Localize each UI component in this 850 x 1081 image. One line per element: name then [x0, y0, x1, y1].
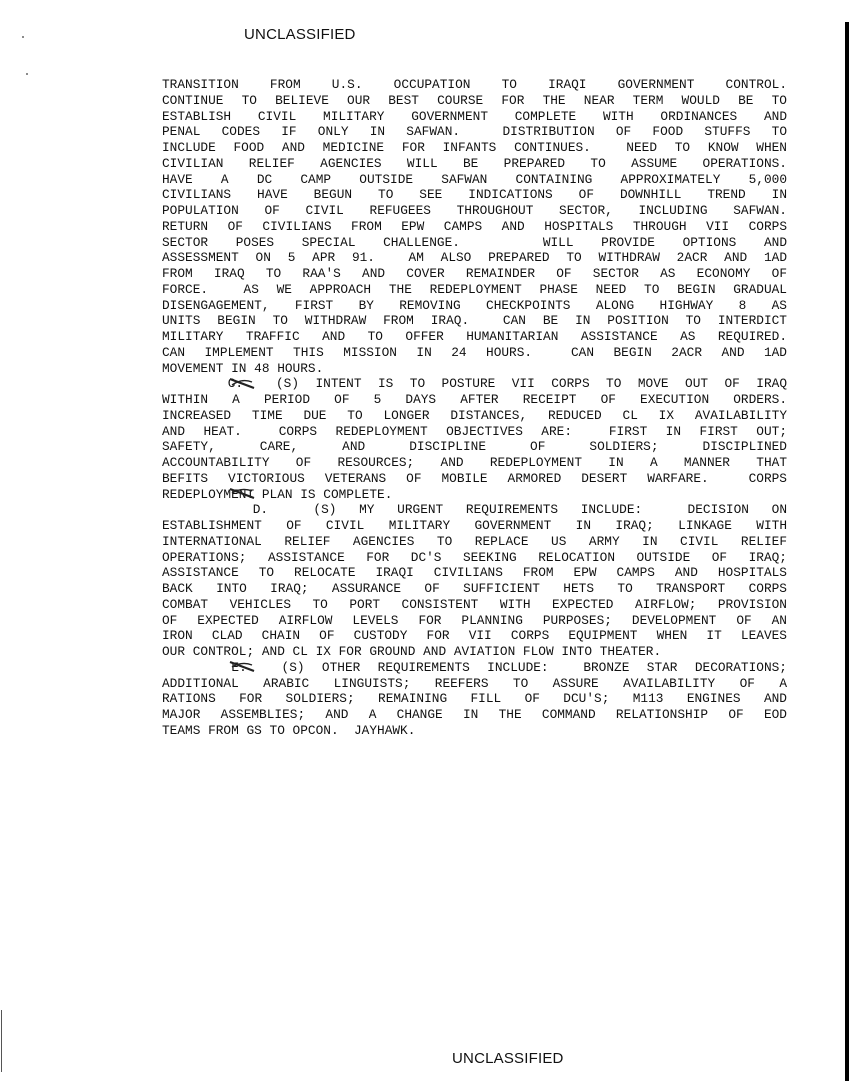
classification-marking-top: UNCLASSIFIED [244, 26, 356, 43]
body-text-line: OPERATIONS; ASSISTANCE FOR DC'S SEEKING RELOCATION OUTSIDE OF IRAQ; [162, 549, 787, 565]
body-text-line: RETURN OF CIVILIANS FROM EPW CAMPS AND HOSPITALS THROUGH VII CORPS [162, 218, 787, 234]
body-text-line: AND HEAT. CORPS REDEPLOYMENT OBJECTIVES ARE: FIRST IN FIRST OUT; [162, 423, 787, 439]
body-text-line: TEAMS FROM GS TO OPCON. JAYHAWK. [162, 722, 416, 738]
body-text-line: ASSESSMENT ON 5 APR 91. AM ALSO PREPARED TO WITHDRAW 2ACR AND 1AD [162, 250, 787, 266]
body-text-line: MILITARY TRAFFIC AND TO OFFER HUMANITARIAN ASSISTANCE AS REQUIRED. [162, 329, 787, 344]
body-text-line: D. (S) MY URGENT REQUIREMENTS INCLUDE: DECISION ON [162, 502, 787, 518]
body-text-line: OUR CONTROL; AND CL IX FOR GROUND AND AVIATION FLOW INTO THEATER. [162, 644, 662, 659]
body-text-line: ASSISTANCE TO RELOCATE IRAQI CIVILIANS FROM EPW CAMPS AND HOSPITALS [162, 565, 787, 581]
body-text-line: C. (S) INTENT IS TO POSTURE VII CORPS TO MOVE OUT OF IRAQ [162, 376, 787, 392]
redaction-strike-mark [228, 659, 258, 673]
body-text-line: HAVE A DC CAMP OUTSIDE SAFWAN CONTAINING APPROXIMATELY 5,000 [162, 171, 787, 187]
body-text-line: SECTOR POSES SPECIAL CHALLENGE. WILL PROVIDE OPTIONS AND [162, 234, 787, 250]
scan-speck [22, 36, 24, 38]
body-text-line: SAFETY, CARE, AND DISCIPLINE OF SOLDIERS; DISCIPLINED [162, 439, 787, 455]
body-text-line: REDEPLOYMENT PLAN IS COMPLETE. [162, 486, 393, 502]
body-text-line: CIVILIAN RELIEF AGENCIES WILL BE PREPARED TO ASSUME OPERATIONS. [162, 155, 787, 171]
body-text-line: IRON CLAD CHAIN OF CUSTODY FOR VII CORPS EQUIPMENT WHEN IT LEAVES [162, 628, 787, 644]
body-text-line: PENAL CODES IF ONLY IN SAFWAN. DISTRIBUTION OF FOOD STUFFS TO [162, 124, 787, 140]
body-text-line: CIVILIANS HAVE BEGUN TO SEE INDICATIONS OF DOWNHILL TREND IN [162, 187, 787, 203]
body-text-line: INTERNATIONAL RELIEF AGENCIES TO REPLACE US ARMY IN CIVIL RELIEF [162, 533, 787, 549]
page-edge-rule [845, 22, 849, 1081]
body-text-line: WITHIN A PERIOD OF 5 DAYS AFTER RECEIPT OF EXECUTION ORDERS. [162, 392, 787, 407]
body-text-line: BEFITS VICTORIOUS VETERANS OF MOBILE ARMORED DESERT WARFARE. CORPS [162, 470, 787, 486]
body-text-line: CAN IMPLEMENT THIS MISSION IN 24 HOURS. CAN BEGIN 2ACR AND 1AD [162, 344, 787, 360]
body-text-line: DISENGAGEMENT, FIRST BY REMOVING CHECKPOINTS ALONG HIGHWAY 8 AS [162, 297, 787, 313]
body-text-line: TRANSITION FROM U.S. OCCUPATION TO IRAQI GOVERNMENT CONTROL. [162, 77, 787, 92]
document-body [162, 77, 787, 739]
body-text-line: POPULATION OF CIVIL REFUGEES THROUGHOUT SECTOR, INCLUDING SAFWAN. [162, 203, 787, 218]
body-text-line: INCREASED TIME DUE TO LONGER DISTANCES, REDUCED CL IX AVAILABILITY [162, 407, 787, 423]
body-text-line: MOVEMENT IN 48 HOURS. [162, 360, 324, 376]
body-text-line: COMBAT VEHICLES TO PORT CONSISTENT WITH EXPECTED AIRFLOW; PROVISION [162, 596, 787, 612]
body-text-line: CONTINUE TO BELIEVE OUR BEST COURSE FOR THE NEAR TERM WOULD BE TO [162, 92, 787, 108]
body-text-line: E. (S) OTHER REQUIREMENTS INCLUDE: BRONZE STAR DECORATIONS; [162, 659, 787, 675]
body-text-line: OF EXPECTED AIRFLOW LEVELS FOR PLANNING PURPOSES; DEVELOPMENT OF AN [162, 612, 787, 628]
body-text-line: FROM IRAQ TO RAA'S AND COVER REMAINDER OF SECTOR AS ECONOMY OF [162, 266, 787, 281]
body-text-line: ADDITIONAL ARABIC LINGUISTS; REEFERS TO ASSURE AVAILABILITY OF A [162, 675, 787, 691]
classification-marking-bottom: UNCLASSIFIED [452, 1050, 564, 1067]
body-text-line: ESTABLISHMENT OF CIVIL MILITARY GOVERNMENT IN IRAQ; LINKAGE WITH [162, 518, 787, 533]
body-text-line: ESTABLISH CIVIL MILITARY GOVERNMENT COMPLETE WITH ORDINANCES AND [162, 108, 787, 124]
body-text-line: INCLUDE FOOD AND MEDICINE FOR INFANTS CONTINUES. NEED TO KNOW WHEN [162, 140, 787, 155]
body-text-line: FORCE. AS WE APPROACH THE REDEPLOYMENT PHASE NEED TO BEGIN GRADUAL [162, 281, 787, 297]
body-text-line: MAJOR ASSEMBLIES; AND A CHANGE IN THE COMMAND RELATIONSHIP OF EOD [162, 707, 787, 722]
body-text-line: RATIONS FOR SOLDIERS; REMAINING FILL OF DCU'S; M113 ENGINES AND [162, 691, 787, 707]
scan-speck [26, 73, 28, 75]
redaction-strike-mark [228, 376, 258, 390]
scan-edge-mark [1, 1010, 2, 1072]
body-text-line: ACCOUNTABILITY OF RESOURCES; AND REDEPLOYMENT IN A MANNER THAT [162, 455, 787, 470]
body-text-line: BACK INTO IRAQ; ASSURANCE OF SUFFICIENT HETS TO TRANSPORT CORPS [162, 581, 787, 596]
body-text-line: UNITS BEGIN TO WITHDRAW FROM IRAQ. CAN BE IN POSITION TO INTERDICT [162, 313, 787, 329]
redaction-strike-mark [228, 486, 258, 500]
